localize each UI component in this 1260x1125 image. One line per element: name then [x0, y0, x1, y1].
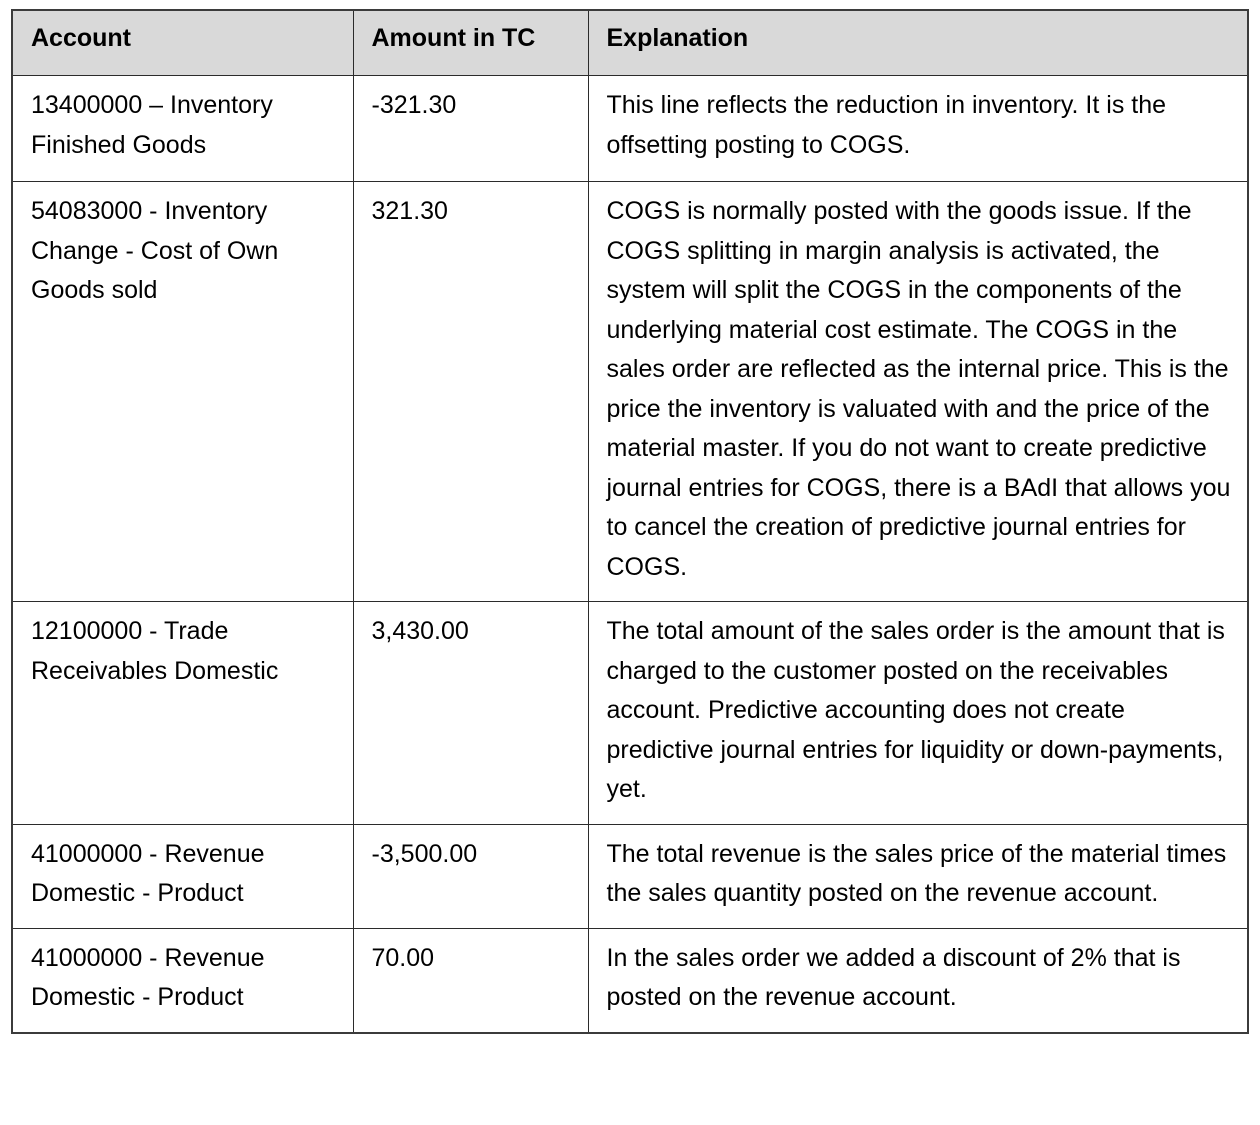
- table-header: [12, 10, 1248, 76]
- table-header-row: [12, 10, 1248, 76]
- table-row: [12, 928, 1248, 1033]
- column-header-account: Account: [12, 10, 353, 76]
- cell-account: 54083000 - Inventory Change - Cost of Own Goods sold: [12, 182, 353, 602]
- column-header-explanation: Explanation: [588, 10, 1248, 76]
- table-body: [12, 76, 1248, 1033]
- cell-account: 41000000 - Revenue Domestic - Product: [12, 928, 353, 1033]
- cell-amount: -3,500.00: [353, 824, 588, 928]
- cell-amount: 3,430.00: [353, 602, 588, 825]
- table-row: [12, 182, 1248, 602]
- cell-amount: 70.00: [353, 928, 588, 1033]
- cell-account: 12100000 - Trade Receivables Domestic: [12, 602, 353, 825]
- table-row: [12, 76, 1248, 182]
- table-row: [12, 824, 1248, 928]
- cell-account: 13400000 – Inventory Finished Goods: [12, 76, 353, 182]
- journal-entry-table-container: [11, 9, 1247, 1034]
- cell-explanation: COGS is normally posted with the goods issue. If the COGS splitting in margin analysis is activated, the system will split the COGS in the components of the underlying material cost estimate. The COGS in the sales order are reflected as the internal price. This is the price the inventory is valuated with and the price of the material master. If you do not want to create predictive journal entries for COGS, there is a BAdI that allows you to cancel the creation of predictive journal entries for COGS.: [588, 182, 1248, 602]
- journal-entry-table: [11, 9, 1249, 1034]
- cell-account: 41000000 - Revenue Domestic - Product: [12, 824, 353, 928]
- cell-explanation: The total amount of the sales order is the amount that is charged to the customer posted on the receivables account. Predictive accounting does not create predictive journal entries for liquidity or down-payments, yet.: [588, 602, 1248, 825]
- cell-explanation: In the sales order we added a discount of 2% that is posted on the revenue account.: [588, 928, 1248, 1033]
- cell-amount: -321.30: [353, 76, 588, 182]
- table-row: [12, 602, 1248, 825]
- cell-explanation: This line reflects the reduction in inventory. It is the offsetting posting to COGS.: [588, 76, 1248, 182]
- cell-explanation: The total revenue is the sales price of the material times the sales quantity posted on the revenue account.: [588, 824, 1248, 928]
- column-header-amount: Amount in TC: [353, 10, 588, 76]
- cell-amount: 321.30: [353, 182, 588, 602]
